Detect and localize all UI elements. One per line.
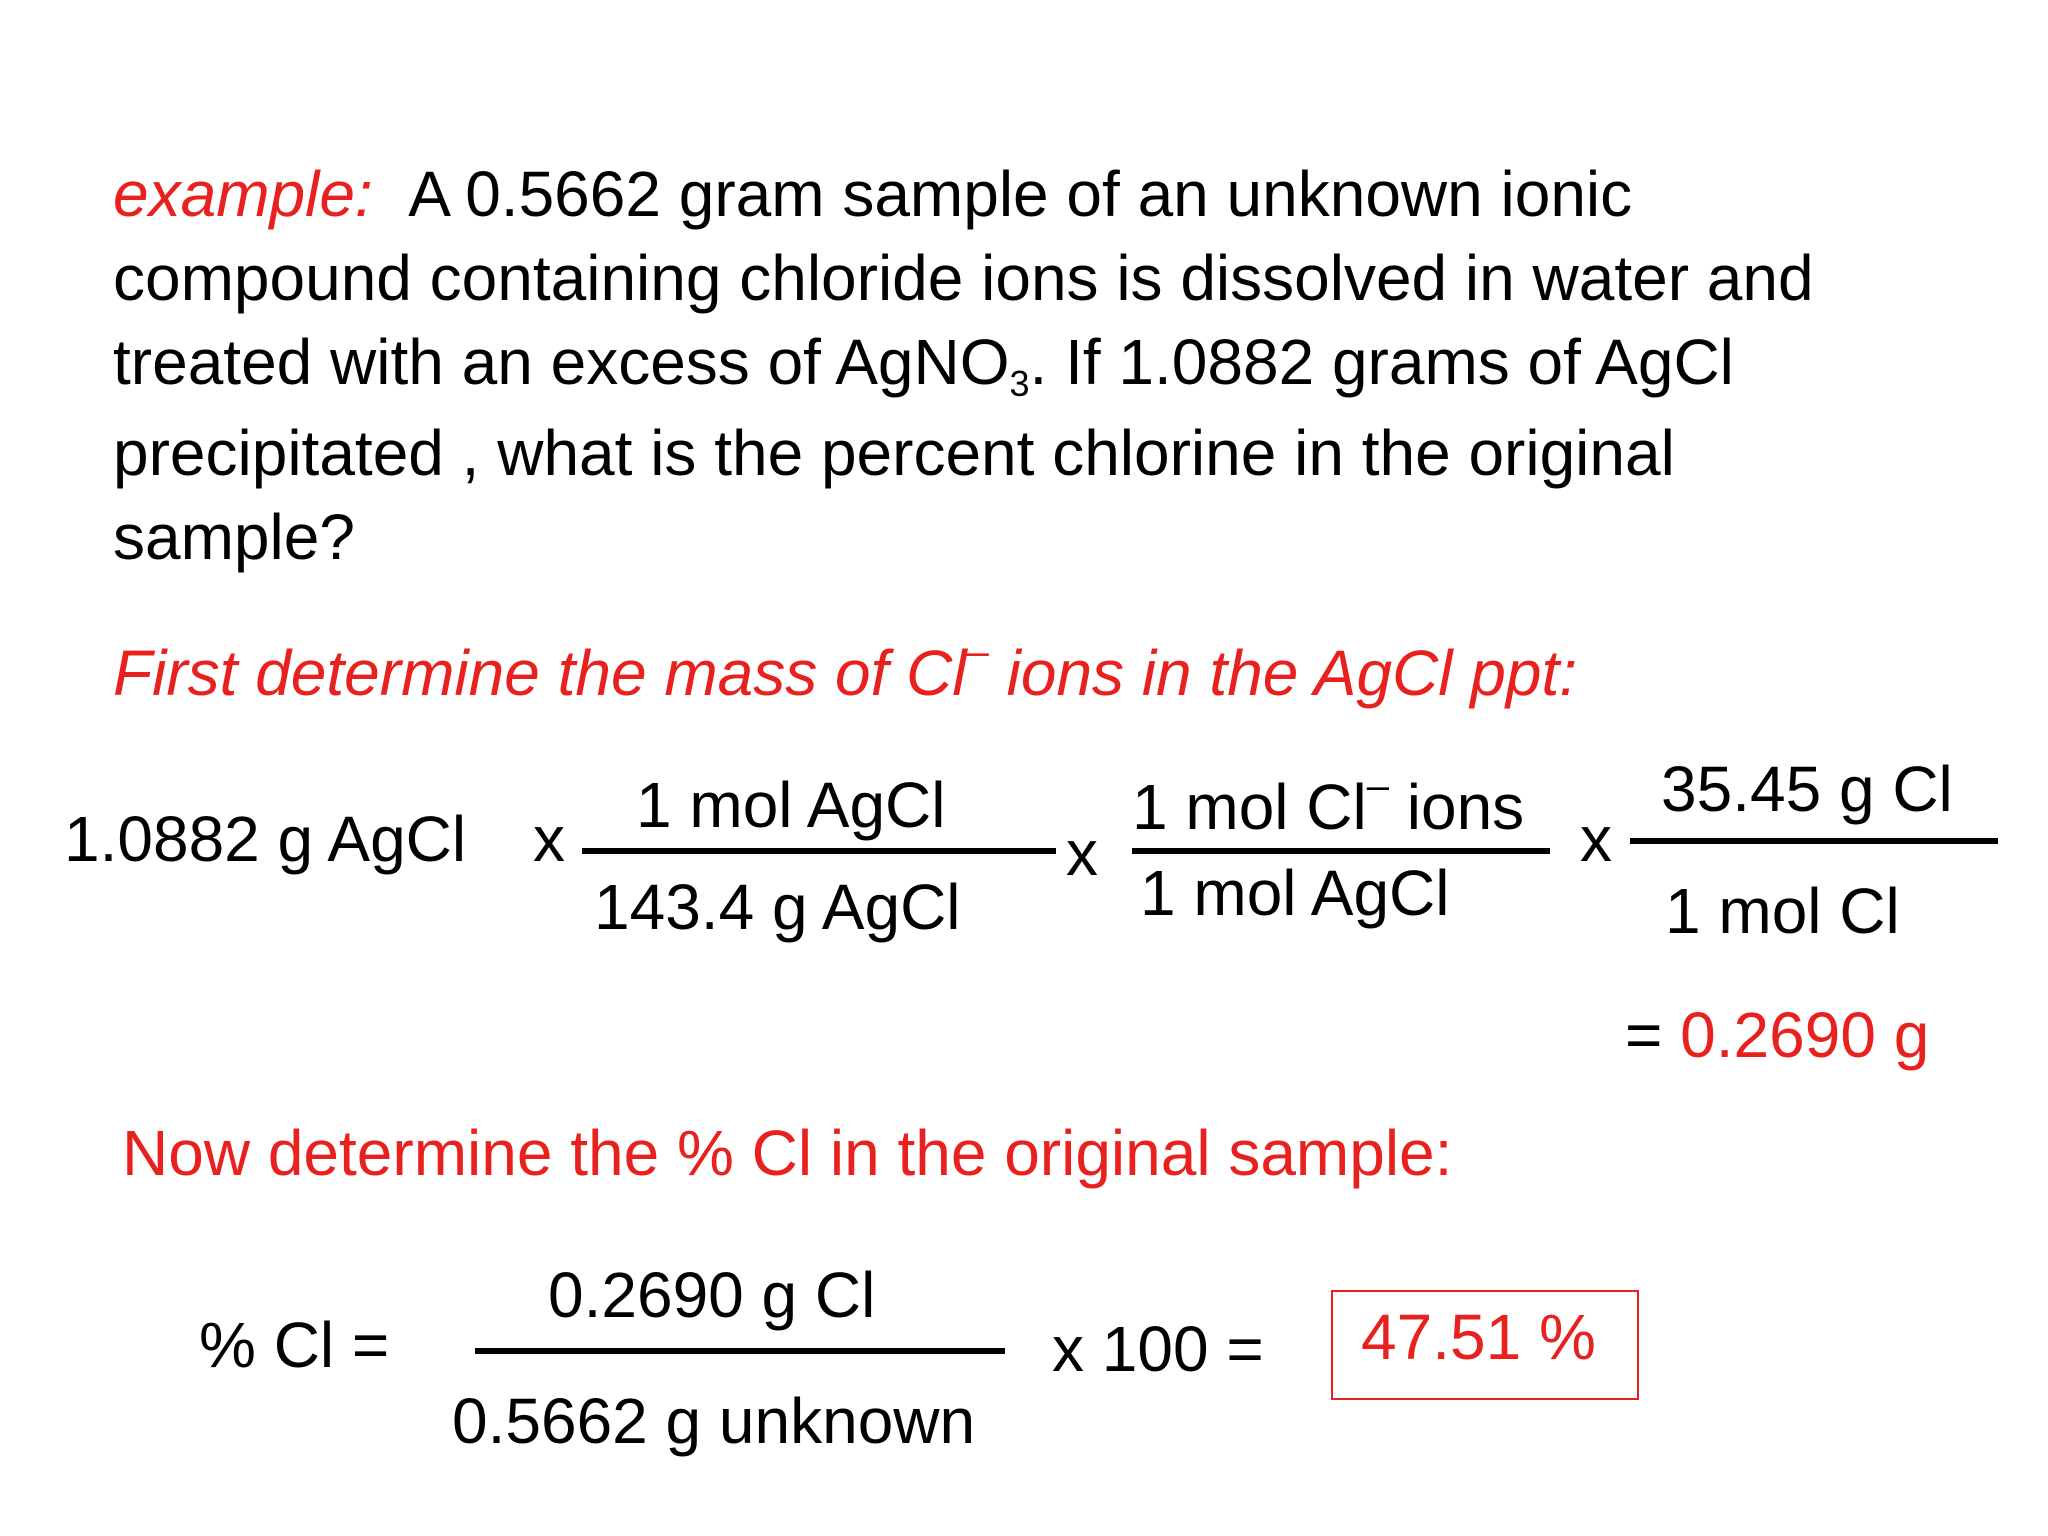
fraction2-denominator: 1 mol AgCl xyxy=(1140,857,1450,929)
problem-line-1 xyxy=(113,152,1993,236)
problem-line-3 xyxy=(113,320,1993,404)
step1-heading-b: ions in the AgCl ppt: xyxy=(988,637,1578,709)
percent-cl-lhs: % Cl = xyxy=(199,1309,390,1381)
chloride-charge-2: – xyxy=(1366,764,1389,808)
chloride-mass-result: 0.2690 g xyxy=(1680,999,1930,1071)
times-100: x 100 = xyxy=(1052,1313,1264,1385)
problem-line-2: compound containing chloride ions is dissolved in water and xyxy=(113,242,1814,314)
fraction3-denominator: 1 mol Cl xyxy=(1665,875,1900,947)
problem-text-1: A 0.5662 gram sample of an unknown ionic xyxy=(408,158,1633,230)
fraction2-numerator xyxy=(1132,764,1525,844)
example-label: example: xyxy=(113,158,373,230)
problem-text-3a: treated with an excess of AgNO xyxy=(113,326,1010,398)
fraction2-bar xyxy=(1132,848,1550,854)
fraction2-num-b: ions xyxy=(1388,771,1525,843)
fraction4-bar xyxy=(475,1348,1005,1354)
problem-text-3b: . If 1.0882 grams of AgCl xyxy=(1029,326,1734,398)
fraction3-bar xyxy=(1630,838,1998,844)
equals-sign: = xyxy=(1625,999,1663,1071)
fraction2-num-a: 1 mol Cl xyxy=(1132,771,1367,843)
times-sign-3: x xyxy=(1580,803,1612,875)
problem-line-5: sample? xyxy=(113,501,355,573)
step1-heading xyxy=(113,630,1578,710)
fraction4-denominator: 0.5662 g unknown xyxy=(452,1385,976,1457)
fraction1-denominator: 143.4 g AgCl xyxy=(594,871,961,943)
fraction1-bar xyxy=(582,848,1056,854)
start-quantity: 1.0882 g AgCl xyxy=(64,803,467,875)
times-sign-1: x xyxy=(533,803,565,875)
step2-heading: Now determine the % Cl in the original sample: xyxy=(122,1117,1453,1189)
final-answer: 47.51 % xyxy=(1361,1301,1596,1373)
step1-heading-a: First determine the mass of Cl xyxy=(113,637,967,709)
step1-result xyxy=(1625,998,1929,1072)
chloride-charge: – xyxy=(966,630,989,674)
problem-line-4: precipitated , what is the percent chlorine in the original xyxy=(113,417,1675,489)
times-sign-2: x xyxy=(1066,817,1098,889)
problem-statement xyxy=(113,152,1993,579)
fraction3-numerator: 35.45 g Cl xyxy=(1661,753,1953,825)
nitrate-subscript: 3 xyxy=(1009,363,1030,404)
fraction4-numerator: 0.2690 g Cl xyxy=(548,1259,876,1331)
fraction1-numerator: 1 mol AgCl xyxy=(636,769,946,841)
